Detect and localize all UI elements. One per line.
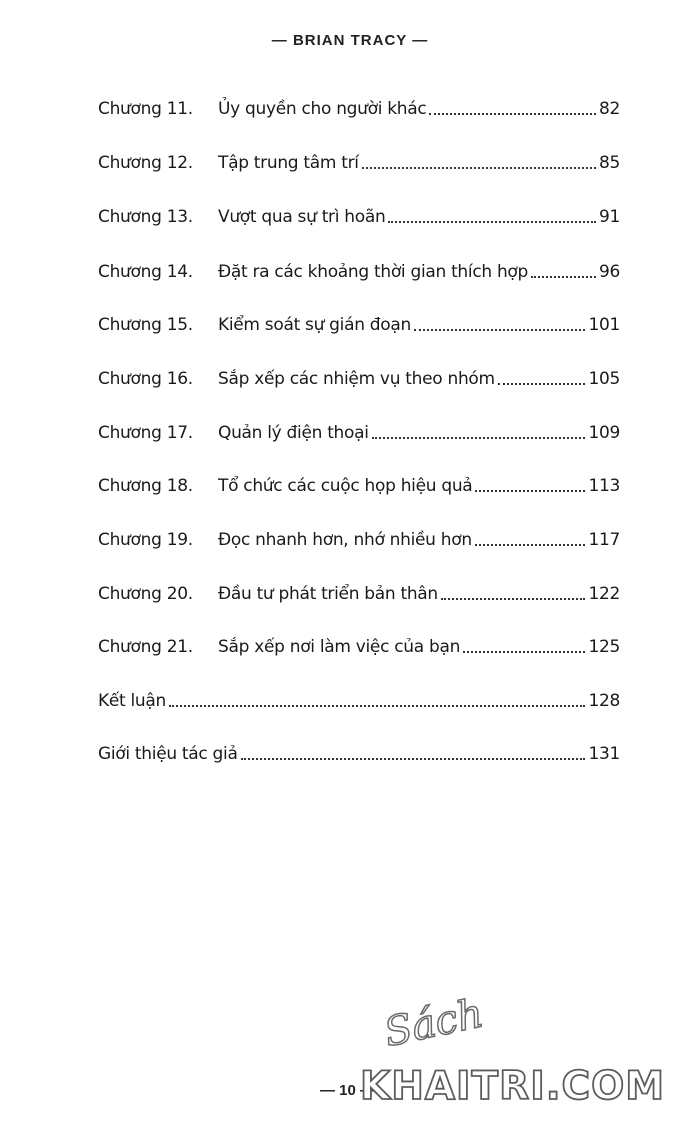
page-number: 105 <box>588 369 620 389</box>
chapter-number: Chương 19. <box>98 530 193 550</box>
chapter-title: Sắp xếp nơi làm việc của bạn <box>218 637 461 657</box>
toc-entry-chapter-18 <box>98 473 620 497</box>
page-number: 85 <box>598 153 620 173</box>
chapter-number: Chương 12. <box>98 153 193 173</box>
watermark-logo <box>360 990 690 1115</box>
dot-leader <box>169 705 585 707</box>
watermark-brand-text: KHAITRI.COM <box>360 1064 666 1109</box>
toc-entry-chapter-20 <box>98 581 620 605</box>
chapter-number: Chương 18. <box>98 476 193 496</box>
chapter-title: Đọc nhanh hơn, nhớ nhiều hơn <box>218 530 472 550</box>
chapter-number: Chương 14. <box>98 262 193 282</box>
chapter-number: Chương 15. <box>98 315 193 335</box>
chapter-title: Đầu tư phát triển bản thân <box>218 584 438 604</box>
page-number: 117 <box>588 530 620 550</box>
section-title: Giới thiệu tác giả <box>98 744 238 764</box>
section-title: Kết luận <box>98 691 166 711</box>
chapter-number: Chương 21. <box>98 637 193 657</box>
chapter-number: Chương 13. <box>98 207 193 227</box>
chapter-title: Vượt qua sự trì hoãn <box>218 207 386 227</box>
page-number: 101 <box>588 315 620 335</box>
page-number: 82 <box>598 99 620 119</box>
chapter-title: Đặt ra các khoảng thời gian thích hợp <box>218 262 529 282</box>
page-number: 125 <box>588 637 620 657</box>
toc-entry-chapter-15 <box>98 312 620 336</box>
toc-entry-chapter-16 <box>98 366 620 390</box>
chapter-title: Ủy quyền cho người khác <box>218 99 427 119</box>
toc-entry-chapter-11 <box>98 96 620 120</box>
page-number: 131 <box>588 744 620 764</box>
dot-leader <box>429 113 596 115</box>
page-number: 91 <box>598 207 620 227</box>
watermark-script-text: Sách <box>380 990 488 1056</box>
page-number: 96 <box>598 262 620 282</box>
chapter-title: Sắp xếp các nhiệm vụ theo nhóm <box>218 369 495 389</box>
page-number: 109 <box>588 423 620 443</box>
dot-leader <box>388 221 596 223</box>
dot-leader <box>475 490 585 492</box>
page-number: 128 <box>588 691 620 711</box>
toc-entry-chapter-13 <box>98 204 620 228</box>
page-number: 122 <box>588 584 620 604</box>
footer-page-number: — 10 — <box>320 1082 376 1099</box>
toc-entry-chapter-17 <box>98 420 620 444</box>
chapter-title: Tổ chức các cuộc họp hiệu quả <box>218 476 473 496</box>
dot-leader <box>441 598 586 600</box>
chapter-number: Chương 20. <box>98 584 193 604</box>
dot-leader <box>475 544 586 546</box>
dot-leader <box>362 167 596 169</box>
dot-leader <box>463 651 585 653</box>
page-number: 113 <box>588 476 620 496</box>
toc-entry-chapter-19 <box>98 527 620 551</box>
toc-entry-chapter-14 <box>98 259 620 283</box>
running-header: — BRIAN TRACY — <box>271 32 429 49</box>
dot-leader <box>498 383 586 385</box>
chapter-title: Kiểm soát sự gián đoạn <box>218 315 411 335</box>
chapter-number: Chương 17. <box>98 423 193 443</box>
chapter-number: Chương 11. <box>98 99 193 119</box>
dot-leader <box>531 276 596 278</box>
toc-entry-chapter-21 <box>98 634 620 658</box>
dot-leader <box>241 758 586 760</box>
dot-leader <box>372 437 586 439</box>
chapter-number: Chương 16. <box>98 369 193 389</box>
toc-entry-about-author <box>98 741 620 765</box>
toc-entry-chapter-12 <box>98 150 620 174</box>
chapter-title: Quản lý điện thoại <box>218 423 369 443</box>
toc-entry-conclusion <box>98 688 620 712</box>
chapter-title: Tập trung tâm trí <box>218 153 359 173</box>
dot-leader <box>414 329 585 331</box>
